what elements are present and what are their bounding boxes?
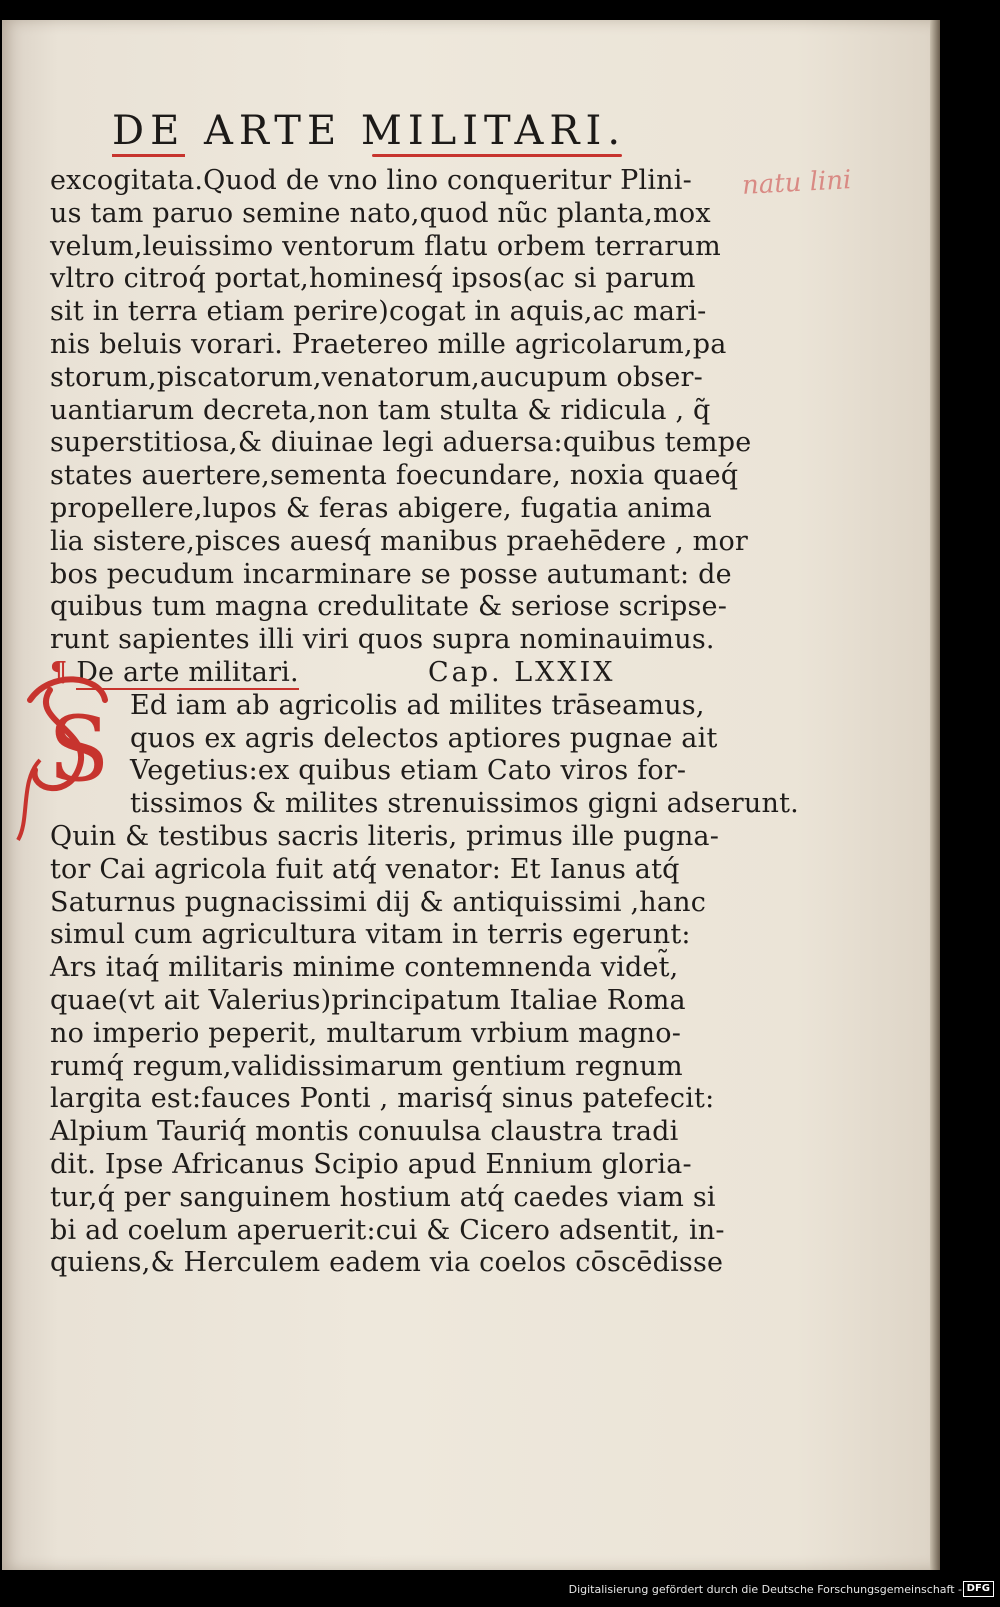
text-line: runt sapientes illi viri quos supra nominauimus. xyxy=(50,624,715,656)
text-line: simul cum agricultura vitam in terris egerunt: xyxy=(50,919,691,951)
svg-text:S: S xyxy=(48,697,110,802)
text-line: Saturnus pugnacissimi dij & antiquissimi ,hanc xyxy=(50,886,707,918)
text-line: propellere,lupos & feras abigere, fugatia anima xyxy=(50,492,712,524)
chapter-title: De arte militari. xyxy=(76,656,299,688)
text-line: Vegetius:ex quibus etiam Cato viros for- xyxy=(130,755,687,787)
decorated-initial-s xyxy=(10,670,120,860)
page-edge xyxy=(930,20,940,1570)
chapter-number: Cap. LXXIX xyxy=(428,656,616,688)
running-head-first-word: DE xyxy=(112,108,185,157)
text-line: excogitata.Quod de vno lino conqueritur Plini- xyxy=(50,165,692,196)
text-line: dit. Ipse Africanus Scipio apud Ennium gloria- xyxy=(50,1148,692,1180)
text-line: Alpium Tauriq́ montis conuulsa claustra tradi xyxy=(50,1116,679,1148)
running-head-rest: ARTE MILITARI. xyxy=(204,108,627,154)
text-line: quae(vt ait Valerius)principatum Italiae Roma xyxy=(50,984,686,1016)
text-line: rumq́ regum,validissimarum gentium regnum xyxy=(50,1050,683,1082)
text-line: Quin & testibus sacris literis, primus ille pugna- xyxy=(50,820,720,852)
text-line: lia sistere,pisces auesq́ manibus praehēdere , mor xyxy=(50,525,749,557)
text-line: tor Cai agricola fuit atq́ venator: Et Ianus atq́ xyxy=(50,853,680,885)
text-line: largita est:fauces Ponti , marisq́ sinus patefecit: xyxy=(50,1083,715,1115)
text-line: sit in terra etiam perire)cogat in aquis,ac mari- xyxy=(50,296,707,328)
text-line: bos pecudum incarminare se posse autumant: de xyxy=(50,558,732,590)
text-line: velum,leuissimo ventorum flatu orbem terrarum xyxy=(50,230,721,262)
text-line: tur,q́ per sanguinem hostium atq́ caedes viam si xyxy=(50,1181,716,1213)
text-line: nis beluis vorari. Praetereo mille agricolarum,pa xyxy=(50,328,727,360)
pilcrow-mark: ¶ xyxy=(50,656,68,688)
text-line: superstitiosa,& diuinae legi aduersa:quibus tempe xyxy=(50,427,752,459)
text-line: Ed iam ab agricolis ad milites trāseamus, xyxy=(130,689,705,721)
text-line: quibus tum magna credulitate & seriose scripse- xyxy=(50,591,728,623)
running-head xyxy=(112,108,626,154)
dfg-logo: DFG xyxy=(963,1581,994,1597)
text-line: bi ad coelum aperuerit:cui & Cicero adsentit, in- xyxy=(50,1214,725,1246)
running-head-underline xyxy=(372,154,622,157)
paragraph-before-chapter xyxy=(50,165,752,657)
text-line: quiens,& Herculem eadem via coelos cōscēdisse xyxy=(50,1247,724,1279)
text-line: no imperio peperit, multarum vrbium magno- xyxy=(50,1017,682,1049)
text-line: Ars itaq́ militaris minime contemnenda videt̃, xyxy=(50,952,679,984)
text-line: us tam paruo semine nato,quod nũc planta,mox xyxy=(50,197,711,229)
text-line: vltro citroq́ portat,hominesq́ ipsos(ac si parum xyxy=(50,263,696,295)
text-line: storum,piscatorum,venatorum,aucupum obser- xyxy=(50,361,703,393)
text-line: quos ex agris delectos aptiores pugnae ait xyxy=(130,722,718,754)
digitization-credit: Digitalisierung gefördert durch die Deutsche Forschungsgemeinschaft - xyxy=(568,1583,962,1596)
chapter-heading xyxy=(50,657,730,690)
text-line: tissimos & milites strenuissimos gigni adserunt. xyxy=(130,788,799,820)
margin-note: natu lini xyxy=(741,165,853,201)
paragraph-after-chapter xyxy=(50,689,799,1280)
text-line: uantiarum decreta,non tam stulta & ridicula , q̃ xyxy=(50,394,711,426)
text-line: states auertere,sementa foecundare, noxia quaeq́ xyxy=(50,460,739,492)
